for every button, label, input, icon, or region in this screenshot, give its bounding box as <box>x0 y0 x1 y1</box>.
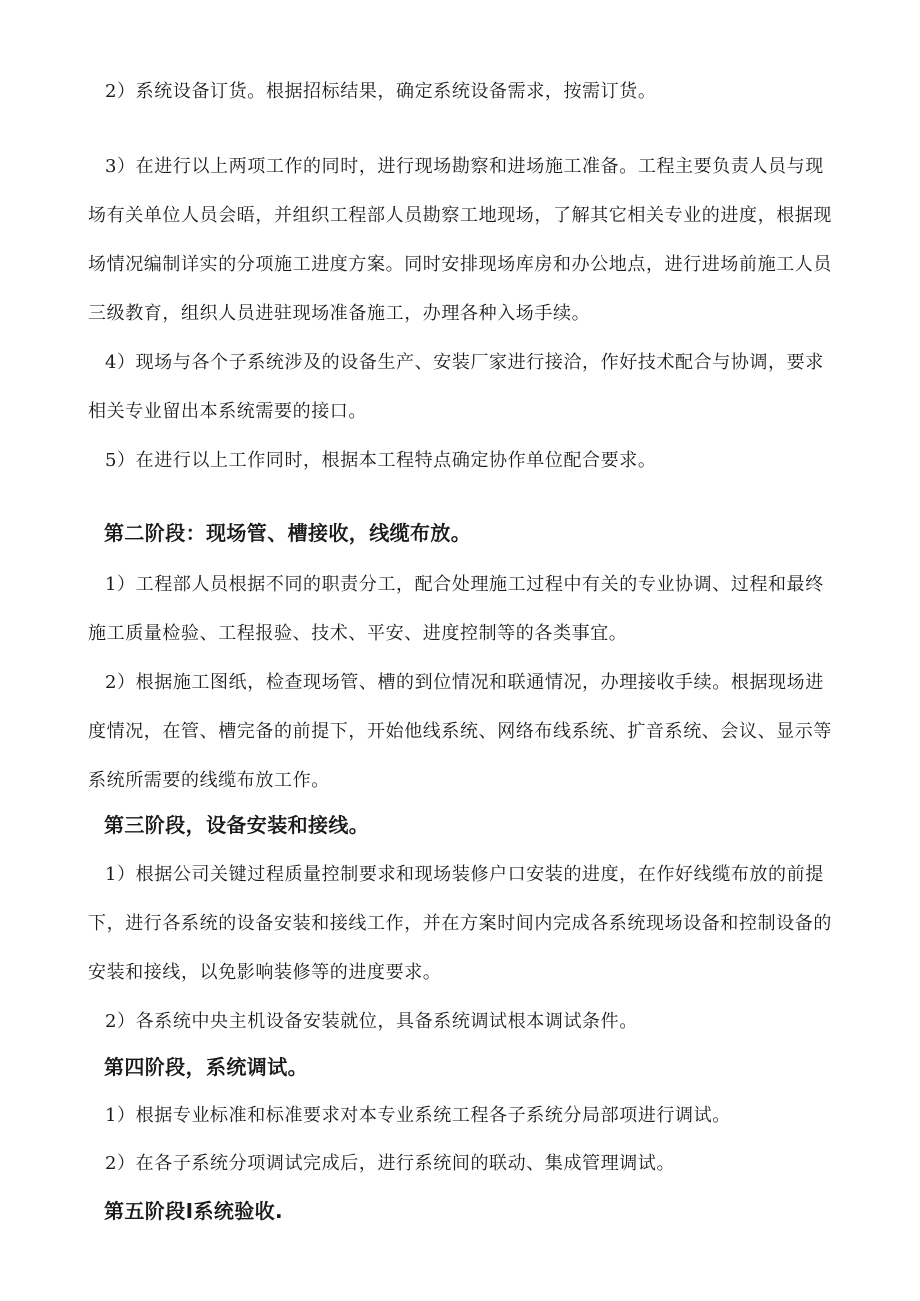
paragraph-equipment-ordering: 2）系统设备订货。根据招标结果，确定系统设备需求，按需订货。 <box>105 81 657 102</box>
paragraph-partner-requirements: 5）在进行以上工作同时，根据本工程特点确定协作单位配合要求。 <box>105 450 657 471</box>
paragraph-site-survey: 3）在进行以上两项工作的同时，进行现场勘察和进场施工准备。工程主要负责人员与现场有关单位人员会晤，并组织工程部人员勘察工地现场，了解其它相关专业的进度，根据现场情况编制详实的分项施工进度方案。同时安排现场库房和办公地点，进行进场前施工人员三级教育，组织人员进驻现场准备施工，办理各种入场手续。 <box>88 156 832 324</box>
heading-stage-five: 第五阶段I系统验收. <box>104 1199 284 1223</box>
heading-stage-four: 第四阶段，系统调试。 <box>104 1055 308 1079</box>
paragraph-cable-laying: 2）根据施工图纸，检查现场管、槽的到位情况和联通情况，办理接收手续。根据现场进度情况，在管、槽完备的前提下，开始他线系统、网络布线系统、扩音系统、会议、显示等系统所需要的线缆布放工作。 <box>88 672 832 791</box>
paragraph-vendor-coordination: 4）现场与各个子系统涉及的设备生产、安装厂家进行接洽，作好技术配合与协调，要求相关专业留出本系统需要的接口。 <box>88 352 824 422</box>
heading-stage-three: 第三阶段，设备安装和接线。 <box>104 813 370 837</box>
paragraph-integration-testing: 2）在各子系统分项调试完成后，进行系统间的联动、集成管理调试。 <box>105 1153 676 1174</box>
heading-stage-two: 第二阶段：现场管、槽接收，线缆布放。 <box>104 521 472 545</box>
paragraph-subsystem-testing: 1）根据专业标准和标准要求对本专业系统工程各子系统分局部项进行调试。 <box>105 1105 731 1126</box>
paragraph-host-equipment: 2）各系统中央主机设备安装就位，具备系统调试根本调试条件。 <box>105 1011 638 1032</box>
paragraph-staff-duties: 1）工程部人员根据不同的职责分工，配合处理施工过程中有关的专业协调、过程和最终施工质量检验、工程报验、技术、平安、进度控制等的各类事宜。 <box>88 574 824 644</box>
paragraph-device-installation: 1）根据公司关键过程质量控制要求和现场装修户口安装的进度，在作好线缆布放的前提下，进行各系统的设备安装和接线工作，并在方案时间内完成各系统现场设备和控制设备的安装和接线，以免影响装修等的进度要求。 <box>88 864 832 983</box>
